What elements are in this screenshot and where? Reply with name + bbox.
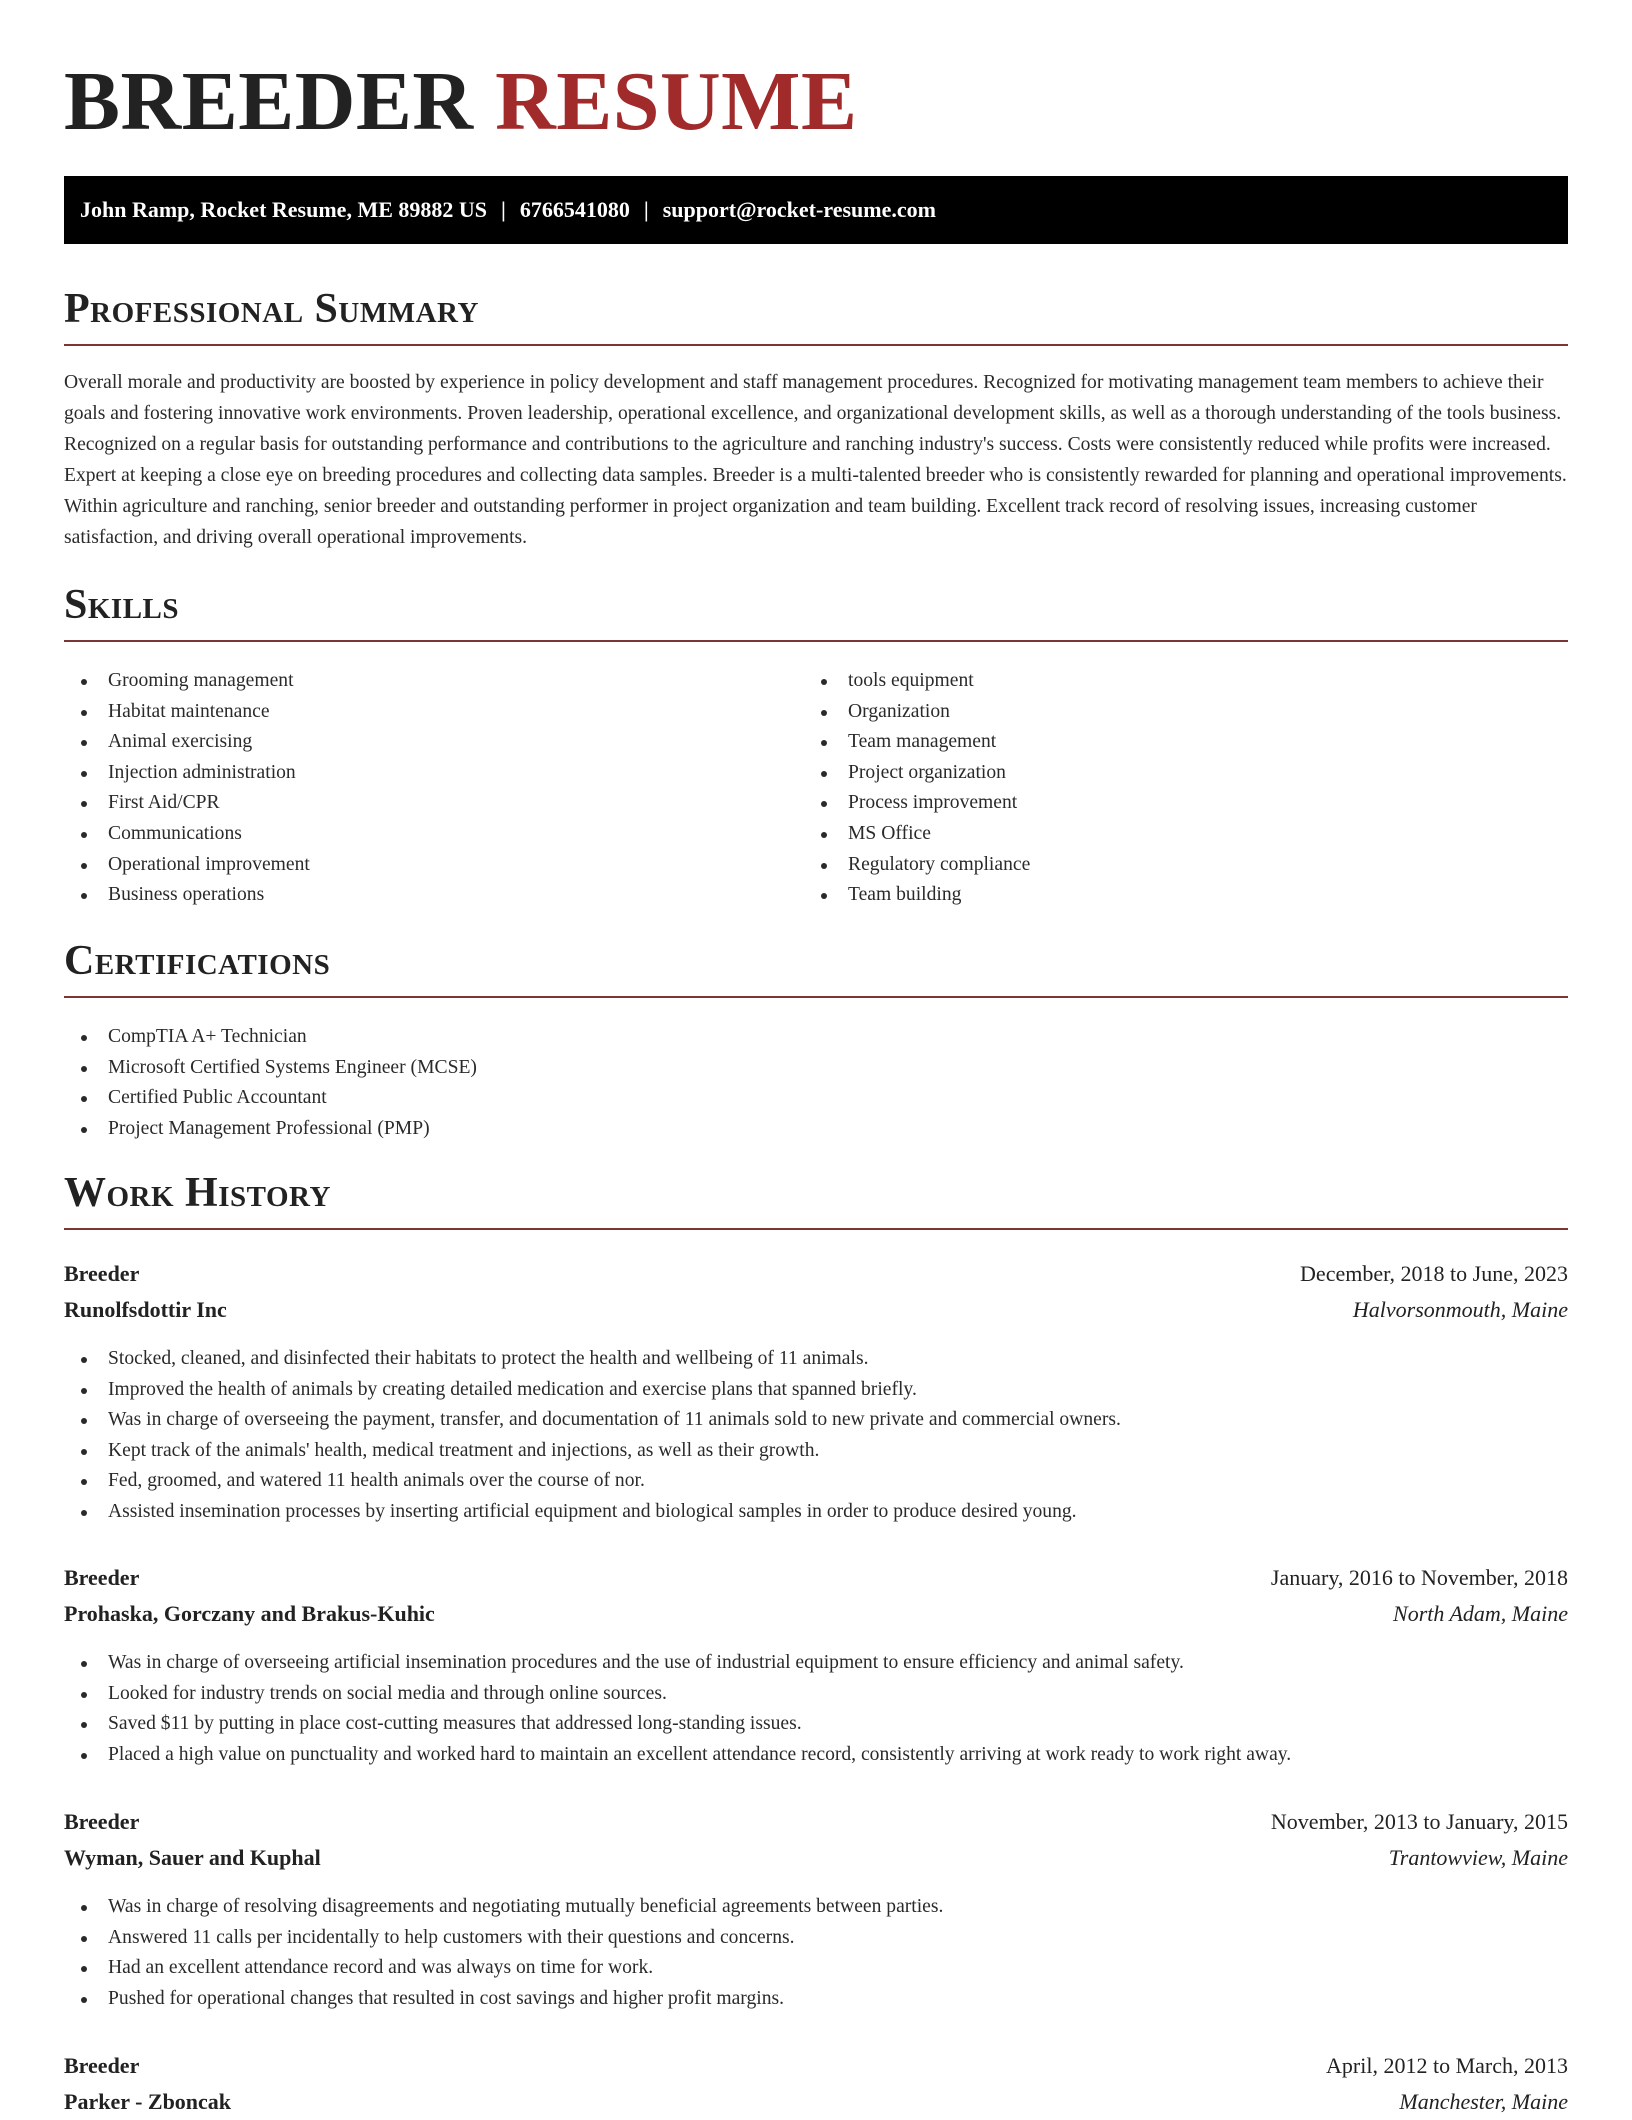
- job-location: Halvorsonmouth, Maine: [1352, 1297, 1568, 1322]
- job-title-row: [64, 1560, 1568, 1596]
- contact-address: John Ramp, Rocket Resume, ME 89882 US: [80, 197, 487, 222]
- job-title: Breeder: [64, 1809, 140, 1834]
- job-bullet: Assisted insemination processes by inserting artificial equipment and biological samples in order to produce desired young.: [64, 1497, 1568, 1528]
- certification-item: Microsoft Certified Systems Engineer (MCSE): [64, 1053, 1568, 1084]
- skill-item: Habitat maintenance: [64, 697, 804, 728]
- job-dates: December, 2018 to June, 2023: [1300, 1261, 1568, 1286]
- job-company: Wyman, Sauer and Kuphal: [64, 1845, 321, 1870]
- job-dates: November, 2013 to January, 2015: [1270, 1809, 1568, 1834]
- skill-item: Project organization: [804, 758, 1564, 789]
- job-company: Parker - Zboncak: [64, 2089, 232, 2114]
- job-location: Manchester, Maine: [1399, 2089, 1568, 2114]
- job-bullet: Had an excellent attendance record and was always on time for work.: [64, 1953, 1568, 1984]
- job-bullet: Was in charge of overseeing the payment, transfer, and documentation of 11 animals sold to new private and commercial owners.: [64, 1405, 1568, 1436]
- job-bullets: [64, 1892, 1568, 2014]
- certifications-list: [64, 1022, 1568, 1144]
- skill-item: Grooming management: [64, 666, 804, 697]
- skill-item: Communications: [64, 819, 804, 850]
- title-word-2: RESUME: [495, 55, 858, 148]
- certification-item: Project Management Professional (PMP): [64, 1114, 1568, 1145]
- certification-item: CompTIA A+ Technician: [64, 1022, 1568, 1053]
- job-bullet: Was in charge of overseeing artificial insemination procedures and the use of industrial equipment to ensure efficiency and animal safety.: [64, 1648, 1568, 1679]
- work-history-heading: Work History: [64, 1168, 1568, 1230]
- skill-item: Animal exercising: [64, 727, 804, 758]
- job-dates: January, 2016 to November, 2018: [1270, 1565, 1568, 1590]
- contact-separator: |: [643, 197, 649, 222]
- job-location: Trantowview, Maine: [1388, 1845, 1568, 1870]
- job-bullet: Was in charge of resolving disagreements and negotiating mutually beneficial agreements between parties.: [64, 1892, 1568, 1923]
- skill-item: First Aid/CPR: [64, 788, 804, 819]
- job-title-row: [64, 1256, 1568, 1292]
- skill-item: Process improvement: [804, 788, 1564, 819]
- skill-item: Business operations: [64, 880, 804, 911]
- job-title-row: [64, 1804, 1568, 1840]
- skills-list-left: [64, 666, 804, 911]
- job-title-row: [64, 2048, 1568, 2084]
- skill-item: Organization: [804, 697, 1564, 728]
- contact-separator: |: [501, 197, 506, 222]
- job-title: Breeder: [64, 2053, 140, 2078]
- job-title: Breeder: [64, 1565, 140, 1590]
- job-company-row: [64, 1840, 1568, 1876]
- job-company-row: [64, 1292, 1568, 1328]
- skill-item: MS Office: [804, 819, 1564, 850]
- job-bullet: Looked for industry trends on social media and through online sources.: [64, 1679, 1568, 1710]
- job-bullet: Fed, groomed, and watered 11 health animals over the course of nor.: [64, 1466, 1568, 1497]
- job-bullet: Answered 11 calls per incidentally to help customers with their questions and concerns.: [64, 1923, 1568, 1954]
- certification-item: Certified Public Accountant: [64, 1083, 1568, 1114]
- skill-item: Operational improvement: [64, 850, 804, 881]
- job-location: North Adam, Maine: [1393, 1601, 1568, 1626]
- title-word-1: BREEDER: [64, 55, 474, 148]
- job-company-row: [64, 2084, 1568, 2120]
- summary-text: Overall morale and productivity are boosted by experience in policy development and staff management procedures. Recognized for motivating management team members to achieve their goals and fostering innovative work environments. Proven leadership, operational excellence, and organizational development skills, as well as a thorough understanding of the tools business. Recognized on a regular basis for outstanding performance and contributions to the agriculture and ranching industry's success. Costs were consistently reduced while profits were increased. Expert at keeping a close eye on breeding procedures and collecting data samples. Breeder is a multi-talented breeder who is consistently rewarded for planning and operational improvements. Within agriculture and ranching, senior breeder and outstanding performer in project organization and team building. Excellent track record of resolving issues, increasing customer satisfaction, and driving overall operational improvements.: [64, 372, 1567, 548]
- job-bullets: [64, 1344, 1568, 1528]
- skill-item: tools equipment: [804, 666, 1564, 697]
- job-bullet: Pushed for operational changes that resulted in cost savings and higher profit margins.: [64, 1984, 1568, 2015]
- resume-title: [64, 0, 1568, 152]
- job-bullet: Improved the health of animals by creating detailed medication and exercise plans that spanned briefly.: [64, 1375, 1568, 1406]
- skill-item: Injection administration: [64, 758, 804, 789]
- job-title: Breeder: [64, 1261, 140, 1286]
- skill-item: Regulatory compliance: [804, 850, 1564, 881]
- job-company: Runolfsdottir Inc: [64, 1297, 227, 1322]
- contact-bar: [64, 176, 1568, 244]
- contact-email[interactable]: support@rocket-resume.com: [662, 197, 936, 222]
- job-bullet: Saved $11 by putting in place cost-cutting measures that addressed long-standing issues.: [64, 1709, 1568, 1740]
- job-company: Prohaska, Gorczany and Brakus-Kuhic: [64, 1601, 435, 1626]
- job-bullet: Stocked, cleaned, and disinfected their habitats to protect the health and wellbeing of 11 animals.: [64, 1344, 1568, 1375]
- resume-page: [64, 0, 1568, 2114]
- job-company-row: [64, 1596, 1568, 1632]
- contact-phone: 6766541080: [519, 197, 630, 222]
- skill-item: Team management: [804, 727, 1564, 758]
- skills-list-right: [804, 666, 1564, 911]
- job-bullet: Placed a high value on punctuality and worked hard to maintain an excellent attendance record, consistently arriving at work ready to work right away.: [64, 1740, 1568, 1771]
- skills-heading: Skills: [64, 580, 1568, 642]
- certifications-heading: Certifications: [64, 936, 1568, 998]
- job-bullets: [64, 1648, 1568, 1770]
- job-dates: April, 2012 to March, 2013: [1326, 2053, 1568, 2078]
- job-bullet: Kept track of the animals' health, medical treatment and injections, as well as their growth.: [64, 1436, 1568, 1467]
- summary-heading: Professional Summary: [64, 284, 1568, 346]
- skill-item: Team building: [804, 880, 1564, 911]
